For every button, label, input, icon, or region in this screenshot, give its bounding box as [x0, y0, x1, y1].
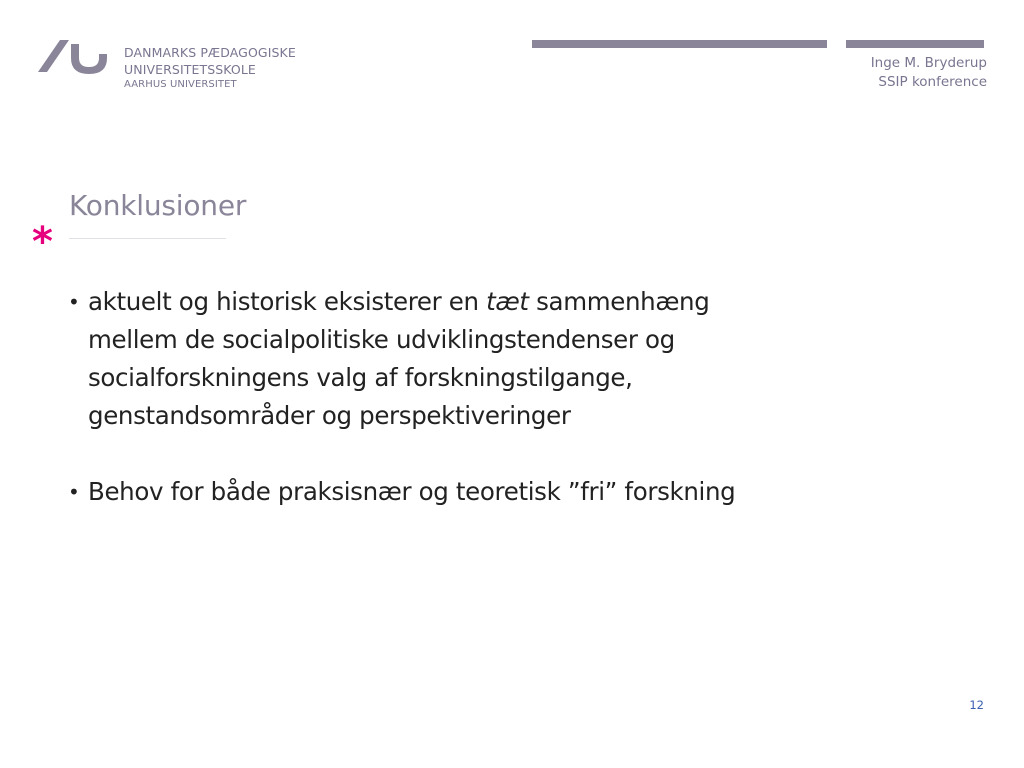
bullet-dot-icon: •	[68, 480, 80, 504]
institution-name-line3: AARHUS UNIVERSITET	[124, 79, 237, 90]
bullet-line	[88, 283, 928, 321]
bullet-list	[68, 283, 928, 511]
bullet-line: Behov for både praksisnær og teoretisk ”fri” forskning	[88, 477, 736, 506]
page-number: 12	[969, 698, 984, 712]
institution-name-line1: DANMARKS PÆDAGOGISKE	[124, 45, 296, 60]
emphasis-text: tæt	[486, 287, 529, 316]
event-name: SSIP konference	[878, 74, 987, 90]
bullet-line: mellem de socialpolitiske udviklingstendenser og	[88, 325, 675, 354]
bullet-line: genstandsområder og perspektiveringer	[88, 401, 571, 430]
au-logo-icon	[38, 40, 108, 76]
slide-title: Konklusioner	[69, 189, 247, 222]
institution-name-line2: UNIVERSITETSSKOLE	[124, 62, 256, 77]
bullet-item	[68, 283, 928, 435]
asterisk-marker-icon: *	[32, 219, 53, 265]
bullet-text: sammenhæng	[528, 287, 710, 316]
bullet-text: aktuelt og historisk eksisterer en	[88, 287, 487, 316]
header-bar-left	[532, 40, 827, 48]
institution-name	[124, 44, 296, 92]
bullet-item	[68, 473, 928, 511]
bullet-dot-icon: •	[68, 290, 80, 314]
author-name: Inge M. Bryderup	[870, 55, 987, 71]
author-info	[871, 54, 987, 92]
header-bar-right	[846, 40, 984, 48]
title-divider	[69, 238, 226, 239]
bullet-line: socialforskningens valg af forskningstilgange,	[88, 363, 633, 392]
